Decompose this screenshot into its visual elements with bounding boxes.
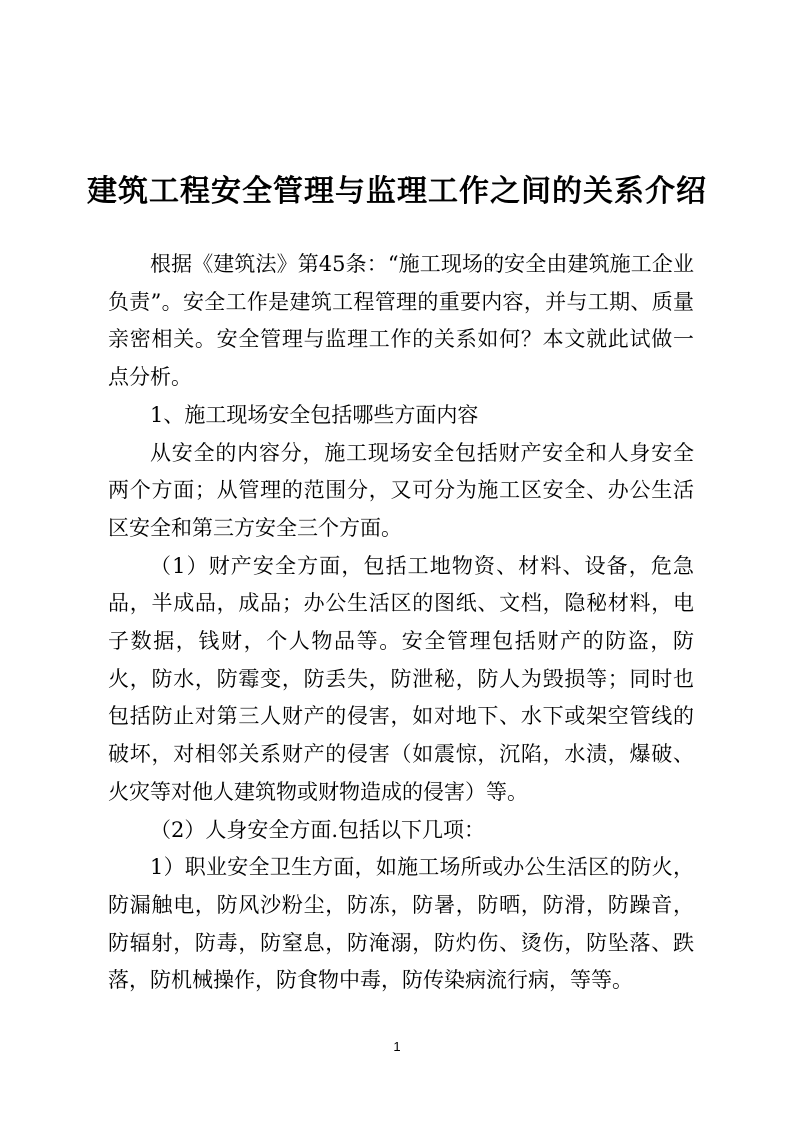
paragraph-scope: 从安全的内容分，施工现场安全包括财产安全和人身安全两个方面；从管理的范围分，又可分为施工区安全、办公生活区安全和第三方安全三个方面。 bbox=[108, 440, 694, 540]
section-heading-1: 1、施工现场安全包括哪些方面内容 bbox=[150, 402, 479, 427]
paragraph-occupational-safety: 1）职业安全卫生方面，如施工场所或办公生活区的防火，防漏触电，防风沙粉尘，防冻，防暑，防晒，防滑，防躁音，防辐射，防毒，防窒息，防淹溺，防灼伤、烫伤，防坠落、跌落，防机械操作，防食物中毒，防传染病流行病，等等。 bbox=[108, 855, 694, 993]
paragraph-intro: 根据《建筑法》第45条：“施工现场的安全由建筑施工企业负责”。安全工作是建筑工程管理的重要内容，并与工期、质量亲密相关。安全管理与监理工作的关系如何？本文就此试做一点分析。 bbox=[108, 252, 694, 390]
paragraph-property-safety: （1）财产安全方面，包括工地物资、材料、设备，危急品，半成品，成品；办公生活区的图纸、文档，隐秘材料，电子数据，钱财，个人物品等。安全管理包括财产的防盗，防火，防水，防霉变，防丢失，防泄秘，防人为毁损等；同时也包括防止对第三人财产的侵害，如对地下、水下或架空管线的破坏，对相邻关系财产的侵害（如震惊，沉陷，水渍，爆破、火灾等对他人建筑物或财物造成的侵害）等。 bbox=[108, 553, 694, 804]
document-body bbox=[108, 246, 694, 1000]
page-number: 1 bbox=[393, 1039, 401, 1054]
paragraph-personal-safety: （2）人身安全方面.包括以下几项： bbox=[150, 817, 486, 842]
document-title: 建筑工程安全管理与监理工作之间的关系介绍 bbox=[87, 174, 707, 210]
